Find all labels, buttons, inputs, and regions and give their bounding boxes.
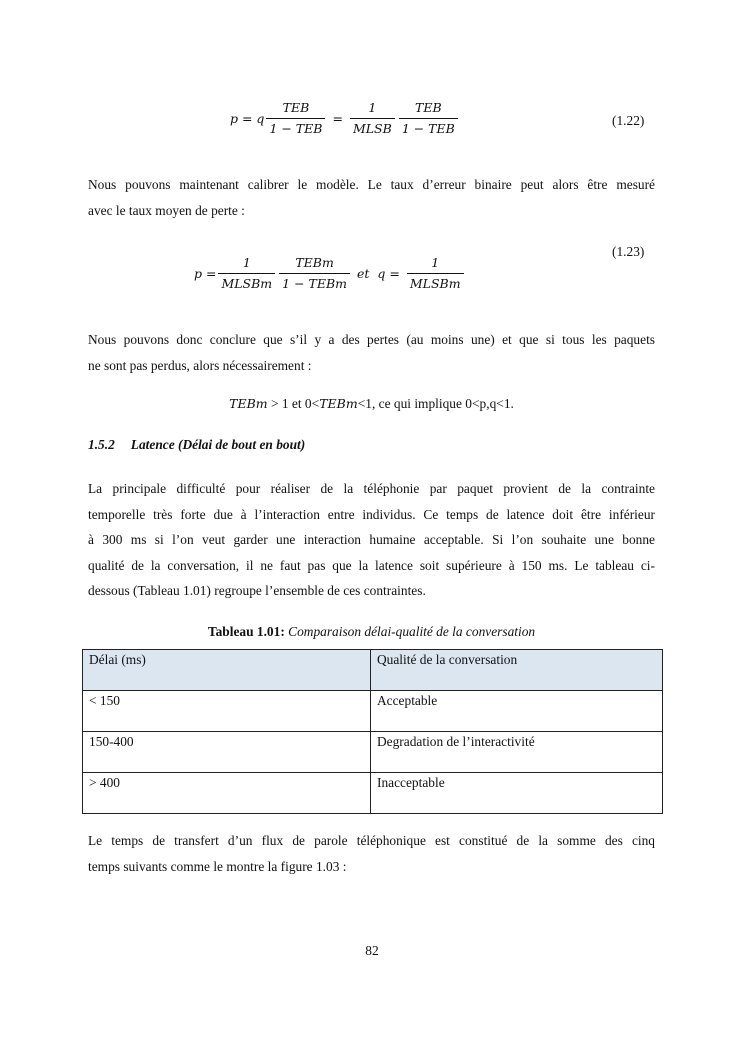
eq122-lhs: p = q xyxy=(230,111,265,126)
table-cell: Degradation de l’interactivité xyxy=(371,732,663,773)
text-line: ne sont pas perdus, alors nécessairement : xyxy=(88,357,312,373)
equation-1-22 xyxy=(230,100,460,137)
eq122-fraction-2 xyxy=(350,100,395,137)
eq123-fraction-3 xyxy=(407,255,464,292)
eq122-frac1-numerator: TEB xyxy=(282,100,310,115)
eq123-fraction-1 xyxy=(218,255,275,292)
eq123-frac1-denominator: MLSBm xyxy=(218,273,275,292)
paragraph-calibration xyxy=(88,172,655,223)
table-cell: > 400 xyxy=(83,773,371,814)
table-row xyxy=(83,732,663,773)
eq122-frac1-denominator: 1 − TEB xyxy=(266,118,325,137)
table-cell: Inacceptable xyxy=(371,773,663,814)
eq122-fraction-1 xyxy=(266,100,325,137)
page-number: 82 xyxy=(365,943,379,958)
table-header-cell: Qualité de la conversation xyxy=(371,650,663,691)
eq122-frac2-numerator: 1 xyxy=(368,100,377,115)
text-line: Nous pouvons maintenant calibrer le modèle. Le taux d’erreur binaire peut alors être mesuré xyxy=(88,177,655,192)
paragraph-transfer-time xyxy=(88,828,655,879)
condition-text-1: > 1 et 0< xyxy=(267,396,320,411)
eq123-fraction-2 xyxy=(279,255,350,292)
eq123-frac2-denominator: 1 − TEBm xyxy=(279,273,350,292)
paragraph-conclusion xyxy=(88,327,655,378)
section-heading xyxy=(88,437,305,453)
eq122-frac3-numerator: TEB xyxy=(415,100,442,115)
table-caption-label: Tableau 1.01: xyxy=(207,624,285,639)
eq123-frac3-numerator: 1 xyxy=(431,255,440,270)
eq123-frac3-denominator: MLSBm xyxy=(407,273,464,292)
condition-line xyxy=(88,396,655,412)
eq123-lhs: p = xyxy=(194,266,217,281)
equation-1-23 xyxy=(194,255,466,292)
text-line: temporelle très forte due à l’interaction entre individus. Ce temps de latence doit être inférieur xyxy=(88,506,655,522)
table-row xyxy=(83,691,663,732)
equation-number-1-22: (1.22) xyxy=(612,113,645,128)
eq122-frac2-denominator: MLSB xyxy=(350,118,395,137)
text-line: qualité de la conversation, il ne faut pas que la latence soit supérieure à 150 ms. Le tableau ci- xyxy=(88,557,655,573)
section-number: 1.5.2 xyxy=(88,437,115,452)
table-caption-text: Comparaison délai-qualité de la conversation xyxy=(284,624,536,639)
condition-var-1: TEBm xyxy=(229,396,268,411)
text-line: Nous pouvons donc conclure que s’il y a des pertes (au moins une) et que si tous les paquets xyxy=(88,332,655,347)
section-title: Latence (Délai de bout en bout) xyxy=(130,437,306,452)
equation-number-1-23: (1.23) xyxy=(612,244,645,259)
table-cell: < 150 xyxy=(83,691,371,732)
text-line: avec le taux moyen de perte : xyxy=(88,202,245,218)
eq122-fraction-3 xyxy=(399,100,458,137)
table-row xyxy=(83,773,663,814)
text-line: La principale difficulté pour réaliser de la téléphonie par paquet provient de la contrainte xyxy=(88,481,655,496)
condition-var-2: TEBm xyxy=(319,396,358,411)
eq123-frac2-numerator: TEBm xyxy=(295,255,334,270)
table-header-cell: Délai (ms) xyxy=(83,650,371,691)
paragraph-latency xyxy=(88,476,655,604)
text-line: à 300 ms si l’on veut garder une interaction humaine acceptable. Si l’on souhaite une bonne xyxy=(88,532,655,547)
eq123-frac1-numerator: 1 xyxy=(242,255,251,270)
delay-quality-table xyxy=(82,649,663,814)
text-line: temps suivants comme le montre la figure 1.03 : xyxy=(88,858,347,874)
table-cell: Acceptable xyxy=(371,691,663,732)
eq122-frac3-denominator: 1 − TEB xyxy=(399,118,458,137)
eq122-equals: = xyxy=(332,111,343,126)
text-line: dessous (Tableau 1.01) regroupe l’ensemble de ces contraintes. xyxy=(88,583,426,598)
table-header-row xyxy=(83,650,663,691)
eq123-connector: et q = xyxy=(357,266,400,281)
condition-text-2: <1, ce qui implique 0<p,q<1. xyxy=(357,396,514,411)
text-line: Le temps de transfert d’un flux de parole téléphonique est constitué de la somme des cinq xyxy=(88,833,655,848)
table-caption xyxy=(88,624,655,640)
table-cell: 150-400 xyxy=(83,732,371,773)
